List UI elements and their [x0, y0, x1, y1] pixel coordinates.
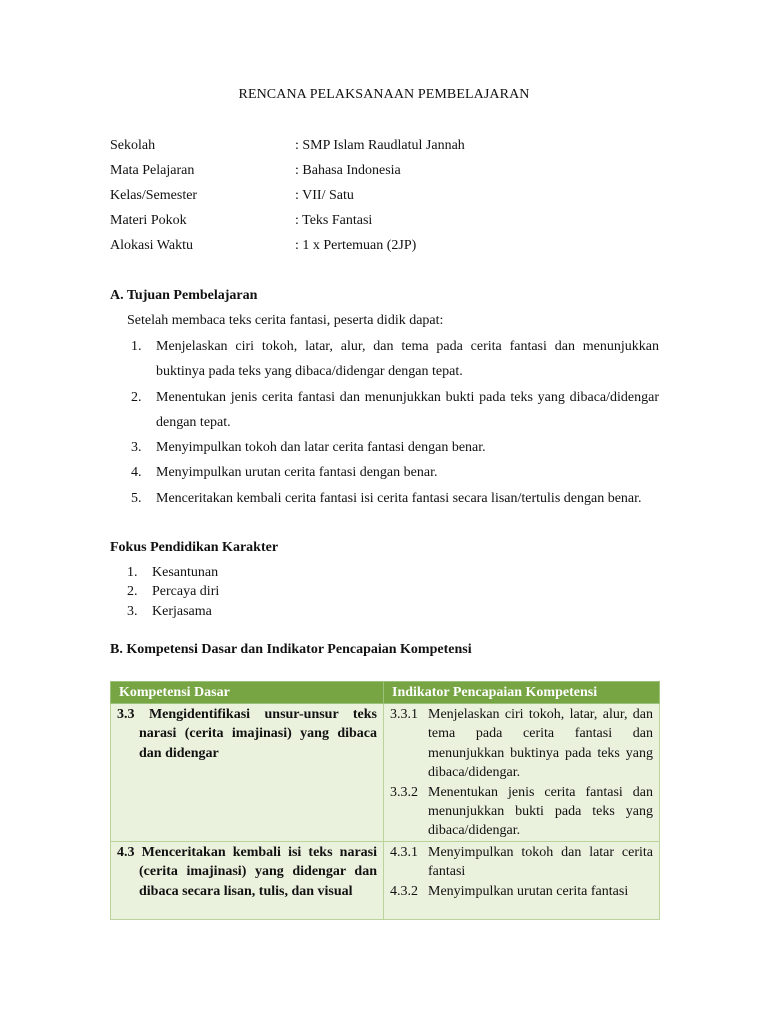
table-header-row — [111, 682, 660, 704]
indicator-item — [386, 843, 653, 882]
kd-text: 4.3 Menceritakan kembali isi teks narasi (cerita imajinasi) yang didengar dan dibaca secara lisan, tulis, dan visual — [117, 844, 377, 899]
section-a-heading: A. Tujuan Pembelajaran — [110, 288, 258, 303]
info-value: : 1 x Pertemuan (2JP) — [295, 238, 417, 253]
list-number: 4. — [131, 465, 142, 480]
info-value: : Bahasa Indonesia — [295, 163, 401, 178]
info-value: : SMP Islam Raudlatul Jannah — [295, 138, 465, 153]
indicator-item — [386, 882, 653, 901]
table-header-cell: Indikator Pencapaian Kompetensi — [384, 682, 660, 704]
info-value: : Teks Fantasi — [295, 213, 373, 228]
list-text: Kerjasama — [152, 604, 212, 619]
table-cell-kd — [111, 704, 384, 842]
list-number: 2. — [131, 390, 142, 405]
list-number: 3. — [131, 440, 142, 455]
info-label: Materi Pokok — [110, 213, 187, 228]
table-row — [111, 704, 660, 842]
indicator-code: 4.3.2 — [390, 883, 418, 899]
competency-table — [110, 681, 660, 920]
kd-text: 3.3 Mengidentifikasi unsur-unsur teks narasi (cerita imajinasi) yang dibaca dan didengar — [117, 707, 377, 761]
info-label: Mata Pelajaran — [110, 163, 195, 178]
indicator-text: Menyimpulkan urutan cerita fantasi — [428, 883, 629, 899]
indicator-text: Menyimpulkan tokoh dan latar cerita fantasi — [428, 844, 653, 880]
list-text: Menyimpulkan tokoh dan latar cerita fantasi dengan benar. — [156, 440, 486, 455]
table-row — [111, 841, 660, 919]
indicator-item — [386, 705, 653, 783]
list-text: Menceritakan kembali cerita fantasi isi cerita fantasi secara lisan/tertulis dengan benar. — [156, 491, 642, 506]
list-text: Menjelaskan ciri tokoh, latar, alur, dan tema pada cerita fantasi dan menunjukkan buktinya pada teks yang dibaca/didengar dengan tepat. — [156, 339, 659, 380]
list-text: Percaya diri — [152, 584, 220, 599]
list-text: Kesantunan — [152, 565, 219, 580]
section-b-heading: B. Kompetensi Dasar dan Indikator Pencapaian Kompetensi — [110, 642, 472, 657]
list-number: 2. — [127, 584, 138, 599]
indicator-item — [386, 783, 653, 841]
list-number: 1. — [131, 339, 142, 354]
table-cell-kd — [111, 841, 384, 919]
indicator-text: Menjelaskan ciri tokoh, latar, alur, dan tema pada cerita fantasi dan menunjukkan buktinya pada teks yang dibaca/didengar. — [428, 707, 653, 781]
list-number: 1. — [127, 565, 138, 580]
indicator-code: 3.3.2 — [390, 784, 418, 800]
table-cell-indicators — [384, 704, 660, 842]
table-cell-indicators — [384, 841, 660, 919]
list-text: Menyimpulkan urutan cerita fantasi dengan benar. — [156, 465, 438, 480]
section-a-intro: Setelah membaca teks cerita fantasi, peserta didik dapat: — [127, 313, 444, 328]
indicator-text: Menentukan jenis cerita fantasi dan menunjukkan bukti pada teks yang dibaca/didengar. — [428, 784, 653, 839]
list-number: 3. — [127, 604, 138, 619]
list-number: 5. — [131, 491, 142, 506]
info-value: : VII/ Satu — [295, 188, 354, 203]
indicator-code: 3.3.1 — [390, 707, 418, 722]
info-label: Sekolah — [110, 138, 156, 153]
fokus-heading: Fokus Pendidikan Karakter — [110, 540, 279, 555]
info-label: Kelas/Semester — [110, 188, 198, 203]
list-text: Menentukan jenis cerita fantasi dan menunjukkan bukti pada teks yang dibaca/didengar dengan tepat. — [156, 390, 659, 431]
table-header-cell: Kompetensi Dasar — [111, 682, 384, 704]
info-label: Alokasi Waktu — [110, 238, 193, 253]
indicator-code: 4.3.1 — [390, 844, 418, 860]
page-title: RENCANA PELAKSANAAN PEMBELAJARAN — [238, 87, 530, 102]
